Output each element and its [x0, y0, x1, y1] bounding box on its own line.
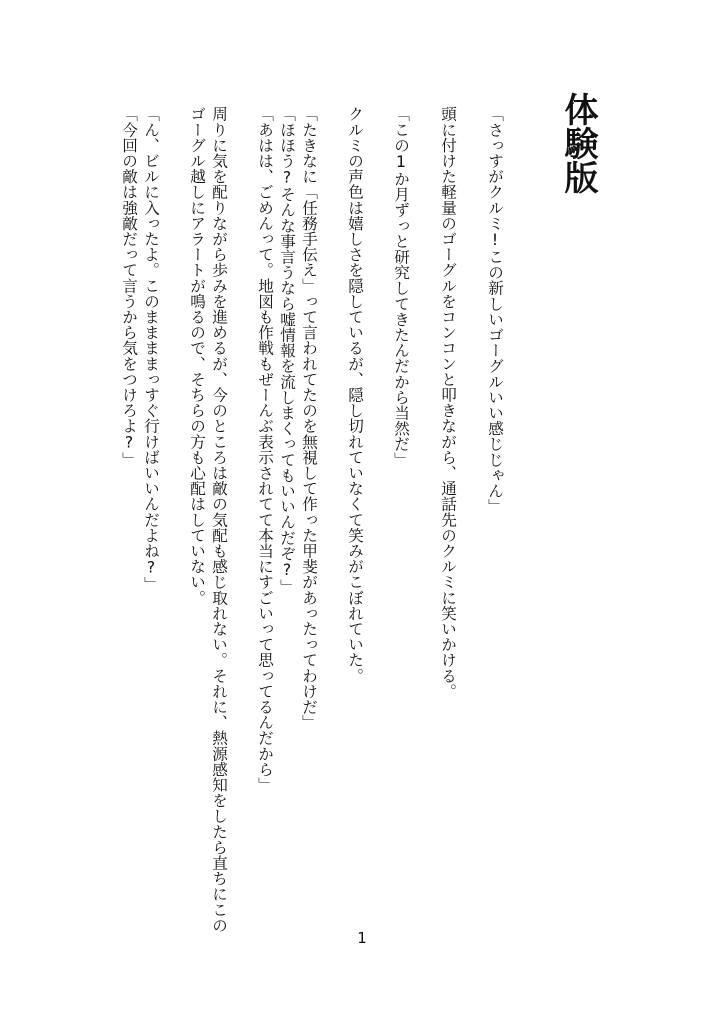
- text-line-1: 「さっすがクルミ!この新しいゴーグルいい感じじゃん」: [486, 106, 504, 514]
- text-line-3: 「この1か月ずっと研究してきたんだから当然だ」: [392, 106, 410, 468]
- text-line-10: 「ん、ビルに入ったよ。このままままっすぐ行けばいいんだよね?」: [142, 106, 160, 592]
- page-number: 1: [357, 929, 367, 947]
- text-line-11: 「今回の敵は強敵だって言うから気をつけろよ?」: [120, 106, 138, 468]
- text-line-8: 周りに気を配りながら歩みを進めるが、今のところは敵の気配も感じ取れない。それに、熱源感知をしたら直ちにこの: [210, 106, 228, 933]
- text-line-4: クルミの声色は嬉しさを隠しているが、隠し切れていなくて笑みがこぼれていた。: [346, 106, 364, 684]
- text-line-5: 「たきなに「任務手伝え」って言われてたのを無視して作った甲斐があったってわけだ」: [300, 106, 318, 730]
- text-line-9: ゴーグル越しにアラートが鳴るので、そちらの方も心配はしていない。: [188, 106, 206, 606]
- text-line-2: 頭に付けた軽量のゴーグルをコンコンと叩きながら、通話先のクルミに笑いかける。: [439, 106, 457, 699]
- text-line-6: 「ほほう?そんな事言うなら嘘情報を流しまくってもいいんだぞ?」: [278, 106, 296, 595]
- text-line-7: 「あはは、ごめんって。地図も作戦もぜーんぶ表示されてて本当にすごいって思ってるんだから」: [256, 106, 274, 793]
- document-title: 体験版: [558, 92, 598, 194]
